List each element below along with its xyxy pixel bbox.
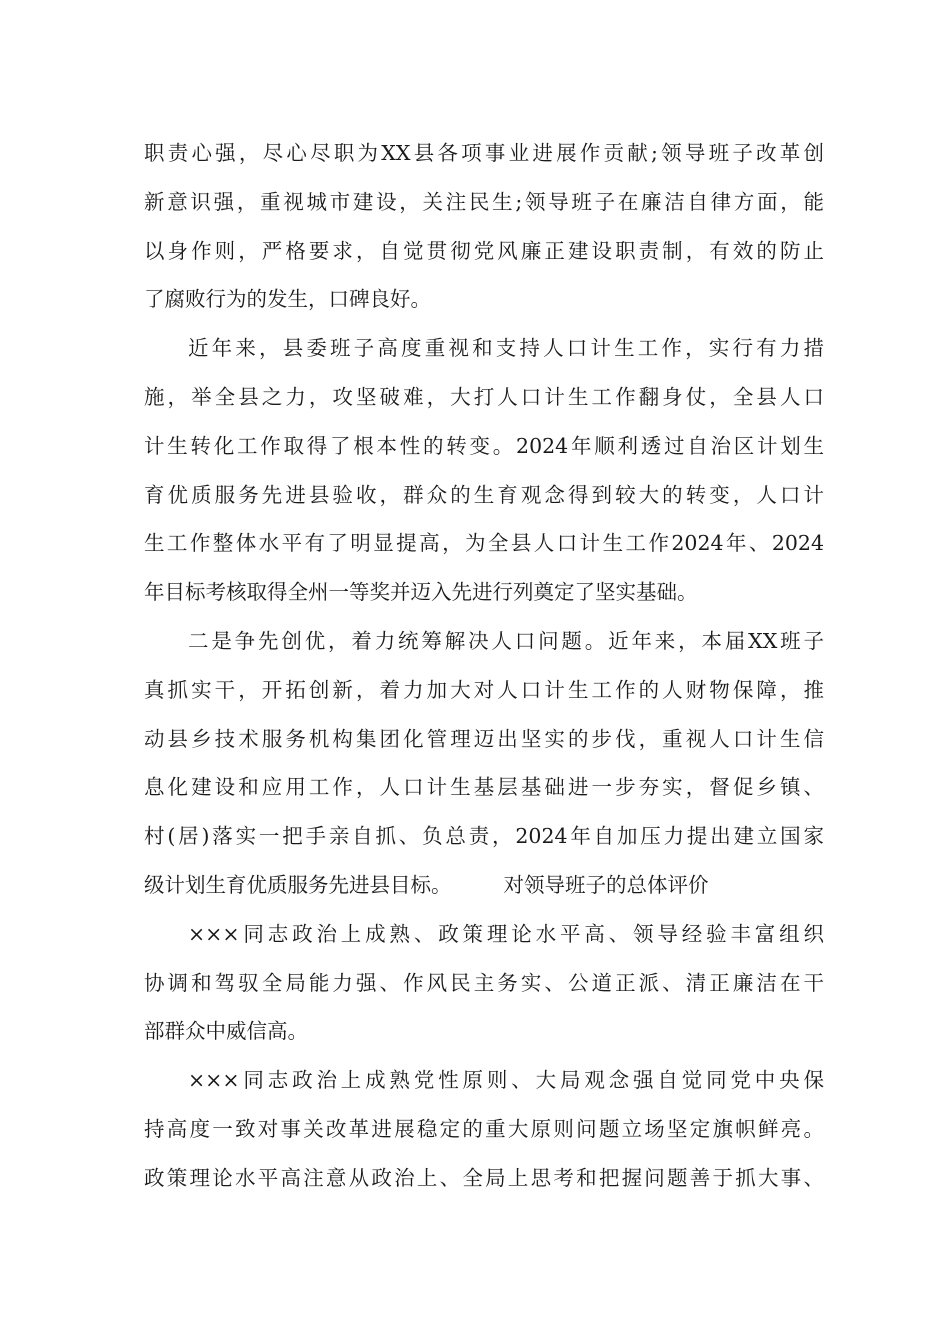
text-line-with-heading <box>144 861 824 910</box>
text-line: 动县乡技术服务机构集团化管理迈出坚实的步伐，重视人口计生信 <box>144 726 824 751</box>
text-line: 近年来，县委班子高度重视和支持人口计生工作，实行有力措 <box>188 336 824 361</box>
section-heading: 对领导班子的总体评价 <box>503 872 709 897</box>
text-line: 真抓实干，开拓创新，着力加大对人口计生工作的人财物保障，推 <box>144 677 824 702</box>
text-line: 施，举全县之力，攻坚破难，大打人口计生工作翻身仗，全县人口 <box>144 384 824 409</box>
text-line: 新意识强，重视城市建设，关注民生;领导班子在廉洁自律方面，能 <box>144 189 824 214</box>
text-line: 职责心强，尽心尽职为XX县各项事业进展作贡献;领导班子改革创 <box>144 141 824 165</box>
text-line: 持高度一致对事关改革进展稳定的重大原则问题立场坚定旗帜鲜亮。 <box>144 1116 824 1141</box>
text-line: 以身作则，严格要求，自觉贯彻党风廉正建设职责制，有效的防止 <box>144 238 824 263</box>
text-line: 育优质服务先进县验收，群众的生育观念得到较大的转变，人口计 <box>144 482 824 507</box>
text-line: 协调和驾驭全局能力强、作风民主务实、公道正派、清正廉洁在干 <box>144 970 824 995</box>
text-line: ×××同志政治上成熟、政策理论水平高、领导经验丰富组织 <box>188 921 824 946</box>
text-line: 年目标考核取得全州一等奖并迈入先进行列奠定了坚实基础。 <box>144 580 698 605</box>
text-line: 村(居)落实一把手亲自抓、负总责，2024年自加压力提出建立国家 <box>144 824 824 849</box>
text-line: 部群众中威信高。 <box>144 1019 308 1044</box>
text-line: 息化建设和应用工作，人口计生基层基础进一步夯实，督促乡镇、 <box>144 775 824 800</box>
text-line: 计生转化工作取得了根本性的转变。2024年顺利透过自治区计划生 <box>144 433 824 458</box>
text-line: ×××同志政治上成熟党性原则、大局观念强自觉同党中央保 <box>188 1068 824 1093</box>
text-line: 二是争先创优，着力统筹解决人口问题。近年来，本届XX班子 <box>188 628 824 653</box>
text-line: 级计划生育优质服务先进县目标。 <box>144 872 452 897</box>
document-body <box>144 129 824 1203</box>
text-line: 了腐败行为的发生，口碑良好。 <box>144 287 431 312</box>
text-line: 生工作整体水平有了明显提高，为全县人口计生工作2024年、2024 <box>144 531 824 556</box>
text-line: 政策理论水平高注意从政治上、全局上思考和把握问题善于抓大事、 <box>144 1165 824 1190</box>
